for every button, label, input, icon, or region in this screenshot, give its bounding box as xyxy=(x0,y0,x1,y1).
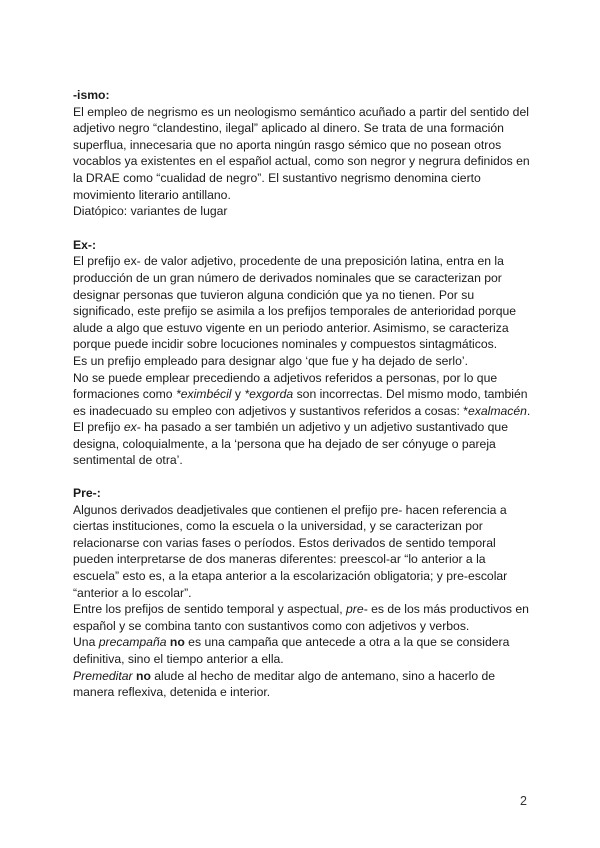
text: El prefijo xyxy=(73,420,124,435)
paragraph: Es un prefijo empleado para designar algo ‘que fue y ha dejado de serlo’. xyxy=(73,353,469,368)
text: ha pasado a ser también un adjetivo y un adjetivo sustantivado que designa, coloquialmente, a la ‘persona que ha dejado de ser cónyuge o pareja sentimental de otra’. xyxy=(73,420,508,468)
text: Entre los prefijos de sentido temporal y aspectual, xyxy=(73,602,347,617)
paragraph: Diatópico: variantes de lugar xyxy=(73,204,228,219)
text: alude al hecho de meditar algo de antemano, sino a hacerlo de manera reflexiva, detenida e interior. xyxy=(73,668,496,700)
bold-term: no xyxy=(136,668,151,683)
italic-term: pre- xyxy=(346,602,368,617)
section-heading-ex: Ex-: xyxy=(73,237,97,252)
paragraph: El empleo de negrismo es un neologismo semántico acuñado a partir del sentido del adjetivo negro “clandestino, ilegal” aplicado al dinero. Se trata de una formación superflua, innecesaria que no aporta ningún rasgo sémico que no posean otros vocablos ya existentes en el español actual, como son negror y negrura definidos en la DRAE como “cualidad de negro”. El sustantivo negrismo denomina cierto movimiento literario antillano. xyxy=(73,104,530,202)
section-heading-ismo: -ismo: xyxy=(73,88,110,102)
text: son incorrectas. Del mismo modo, también es inadecuado su empleo con adjetivos y sustantivos referidos a cosas: * xyxy=(73,387,528,418)
text: No se puede emplear precediendo a adjetivos referidos a personas, por lo que formaciones como xyxy=(73,370,498,402)
paragraph xyxy=(73,668,533,701)
paragraph xyxy=(73,601,533,634)
page-body xyxy=(73,87,533,701)
italic-term: Premeditar xyxy=(73,668,133,683)
italic-term: exalmacén xyxy=(467,403,527,418)
italic-term: *eximbécil xyxy=(175,387,232,402)
text: es de los más productivos en español y se combina tanto con sustantivos como con adjetivos y verbos. xyxy=(73,602,529,633)
paragraph xyxy=(73,419,533,469)
paragraph: El prefijo ex- de valor adjetivo, procedente de una preposición latina, entra en la producción de un gran número de derivados nominales que se caracterizan por designar personas que tuvieron alguna condición que ya no tienen. Por su significado, este prefijo se asimila a los prefijos temporales de anterioridad porque alude a algo que estuvo vigente en un periodo anterior. Asimismo, se caracteriza porque puede incidir sobre locuciones nominales y compuestos sintagmáticos. xyxy=(73,254,517,352)
text: es una campaña que antecede a otra a la que se considera definitiva, sino el tiempo anterior a ella. xyxy=(73,635,510,666)
paragraph xyxy=(73,634,533,667)
italic-term: precampaña xyxy=(98,635,167,650)
italic-term: *exgorda xyxy=(244,387,294,402)
section-heading-pre: Pre-: xyxy=(73,486,101,501)
bold-term: no xyxy=(169,635,185,650)
text: Una xyxy=(73,635,99,650)
italic-term: ex- xyxy=(123,420,141,435)
text: . xyxy=(526,403,531,418)
page-number: 2 xyxy=(520,794,527,808)
paragraph xyxy=(73,370,533,420)
paragraph: Algunos derivados deadjetivales que contienen el prefijo pre- hacen referencia a ciertas instituciones, como la escuela o la universidad, y se caracterizan por relacionarse con varias fases o períodos. Estos derivados de sentido temporal pueden interpretarse de dos maneras diferentes: preescol-ar “lo anterior a la escuela” esto es, a la etapa anterior a la escolarización obligatoria; y pre-escolar “anterior a lo escolar”. xyxy=(73,502,508,600)
text: y xyxy=(231,387,245,402)
